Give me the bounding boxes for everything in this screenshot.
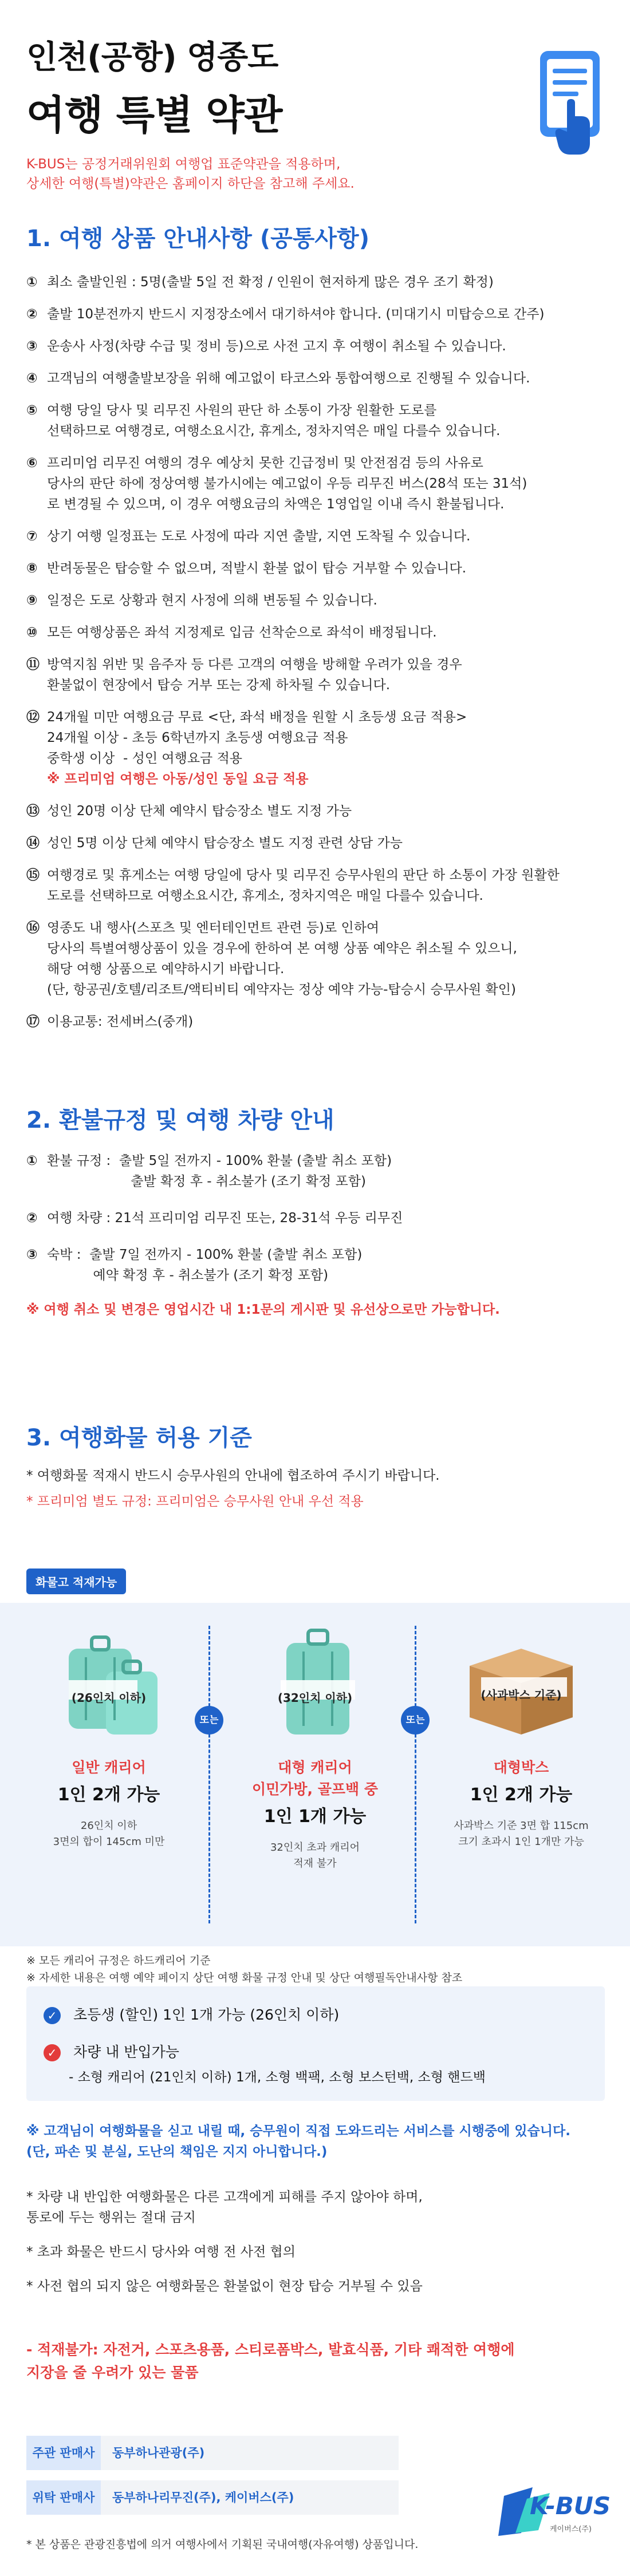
rule-number: ⑮ [26,868,40,883]
rule-item [26,368,611,389]
rule-line: 상기 여행 일정표는 도로 사정에 따라 지연 출발, 지연 도착될 수 있습니다. [47,529,471,544]
cargo1-count: 1인 2개 가능 [57,1785,160,1805]
rule-number: ⑩ [26,625,38,640]
cargo-col-normal [23,1626,195,1850]
rule-number: ⑥ [26,456,38,471]
rule-item [26,526,611,547]
rule-line: 성인 20명 이상 단체 예약시 탑승장소 별도 지정 가능 [47,804,352,819]
rule-line: 당사의 특별여행상품이 있을 경우에 한하여 본 여행 상품 예약은 취소될 수 있으니, [47,941,517,956]
rule1b: 통로에 두는 행위는 절대 금지 [26,2210,196,2225]
section1-title: 1. 여행 상품 안내사항 (공통사항) [26,226,369,252]
rule-line: (단, 항공권/호텔/리조트/액티비티 예약자는 정상 예약 가능-탑승시 승무사원 확인) [47,982,516,997]
seller-value-consign: 동부하나리무진(주), 케이버스(주) [101,2480,399,2515]
rule-number: ⑬ [26,804,40,819]
rule-line: 고객님의 여행출발보장을 위해 예고없이 타코스와 통합여행으로 진행될 수 있습니다. [47,371,530,386]
kbus-logo-text: K-BUS [530,2492,611,2520]
rule-line: 여행경로 및 휴게소는 여행 당일에 당사 및 리무진 승무사원의 판단 하 소통이 가장 원활한 [47,868,560,883]
rule-item [26,622,611,643]
cargo2-note1: 32인치 초과 캐리어 [270,1842,360,1854]
rule-line: 여행 차량 : 21석 프리미엄 리무진 또는, 28-31석 우등 리무진 [47,1211,403,1226]
prohibited-line2: 지장을 줄 우려가 있는 물품 [26,2364,199,2381]
cargo2-tag: (32인치 이하) [277,1691,353,1705]
rule-line: 일정은 도로 상황과 현지 사정에 의해 변동될 수 있습니다. [47,593,377,608]
rule3: * 사전 협의 되지 않은 여행화물은 환불없이 현장 탑승 거부될 수 있음 [26,2279,423,2294]
footer-note: * 본 상품은 관광진흥법에 의거 여행사에서 기획된 국내여행(자유여행) 상품입니다. [26,2538,419,2551]
header [0,0,630,189]
rule-line: 환불없이 현장에서 탑승 거부 또는 강제 하차될 수 있습니다. [47,678,391,693]
rule-number: ⑤ [26,403,38,418]
section3-note1: * 여행화물 적재시 반드시 승무사원의 안내에 협조하여 주시기 바랍니다. [26,1468,440,1483]
cargo1-tag: (26인치 이하) [71,1691,147,1705]
or-badge-1: 또는 [195,1706,223,1735]
box-icon [458,1626,584,1740]
rule-line: 모든 여행상품은 좌석 지정제로 입금 선착순으로 좌석이 배정됩니다. [47,625,437,640]
rule-item [26,1244,611,1286]
rule-item [26,1208,611,1228]
title-line1: 인천(공항) 영종도 [26,39,278,76]
section3-note2: * 프리미엄 별도 규정: 프리미엄은 승무사원 안내 우선 적용 [26,1494,364,1509]
title-line2: 여행 특별 약관 [26,92,282,139]
subtitle-line2: 상세한 여행(특별)약관은 홈페이지 하단을 참고해 주세요. [26,176,355,191]
cargo3-count: 1인 2개 가능 [470,1785,573,1805]
check2-sub: - 소형 캐리어 (21인치 이하) 1개, 소형 백팩, 소형 보스턴백, 소형 핸드백 [69,2070,486,2085]
rule-item [26,453,611,515]
service-note2: (단, 파손 및 분실, 도난의 책임은 지지 아니합니다.) [26,2144,328,2159]
seller-label-main: 주관 판매사 [26,2436,101,2470]
rule-number: ⑪ [26,657,40,672]
seller-row-main [26,2436,399,2470]
rule-number: ⑫ [26,710,40,725]
seller-value-main: 동부하나관광(주) [101,2436,399,2470]
footnote-hardcase: ※ 모든 캐리어 규정은 하드캐리어 기준 [26,1954,211,1967]
rule-line: 이용교통: 전세버스(중개) [47,1014,194,1029]
seller-table [26,2436,399,2525]
check2-text: 차량 내 반입가능 [73,2044,179,2060]
rule-number: ⑧ [26,561,38,576]
check-icon: ✓ [44,2007,61,2024]
rule-item [26,801,611,821]
rule-line: 여행 당일 당사 및 리무진 사원의 판단 하 소통이 가장 원활한 도로를 [47,403,437,418]
cargo1-note1: 26인치 이하 [80,1820,137,1832]
section3-title: 3. 여행화물 허용 기준 [26,1425,252,1451]
rule-item [26,707,611,789]
cargo3-name: 대형박스 [493,1759,549,1776]
section2-red-note: ※ 여행 취소 및 변경은 영업시간 내 1:1문의 게시판 및 유선상으로만 가능합니다. [26,1302,500,1317]
header-subtitle [26,155,355,193]
cargo-col-box [435,1626,607,1850]
kbus-logo-sub: 케이버스(주) [550,2525,592,2534]
rule-line: 당사의 판단 하에 정상여행 불가시에는 예고없이 우등 리무진 버스(28석 또는 31석) [47,476,527,491]
rule-number: ① [26,275,38,290]
cargo1-note2: 3면의 합이 145cm 미만 [53,1836,165,1848]
check-row-child [44,2004,339,2024]
rule-item [26,1151,611,1192]
rule-item [26,865,611,906]
cargo3-tag: (사과박스 기준) [481,1688,562,1702]
cargo3-note1: 사과박스 기준 3면 합 115cm [454,1820,589,1832]
rule-line: 24개월 이상 - 초등 6학년까지 초등생 여행요금 적용 [47,730,348,745]
cargo-badge: 화물고 적재가능 [26,1568,126,1594]
service-note1: ※ 고객님이 여행화물을 싣고 내릴 때, 승무원이 직접 도와드리는 서비스를 시행중에 있습니다. [26,2124,570,2139]
cargo-panel [0,1603,630,1946]
check-row-cabin [44,2041,179,2061]
rule-notes [26,2187,611,2297]
rule-line: 도로를 선택하므로 여행소요시간, 휴게소, 정차지역은 매일 다를수 있습니다. [47,888,483,903]
rule-line: 24개월 미만 여행요금 무료 <단, 좌석 배정을 원할 시 초등생 요금 적용> [47,710,467,725]
rule-item [26,918,611,1000]
rule-item [26,272,611,293]
suitcase-pair-icon [52,1626,166,1740]
rule-item [26,654,611,696]
rule-item [26,590,611,611]
rule-item [26,304,611,325]
rule2: * 초과 화물은 반드시 당사와 여행 전 사전 협의 [26,2245,296,2259]
rule-number: ② [26,307,38,322]
footnote-details: ※ 자세한 내용은 여행 예약 페이지 상단 여행 화물 규정 안내 및 상단 여행필독안내사항 참조 [26,1971,463,1984]
divider-2 [415,1626,416,1923]
cargo3-note [435,1818,607,1850]
rule-item [26,833,611,854]
rule-item [26,336,611,357]
or-badge-2: 또는 [401,1706,430,1735]
rule-item [26,1012,611,1032]
divider-1 [208,1626,210,1923]
cargo1-name: 일반 캐리어 [72,1759,146,1776]
rule-line: 프리미엄 리무진 여행의 경우 예상치 못한 긴급정비 및 안전점검 등의 사유로 [47,456,483,471]
rule-number: ⑨ [26,593,38,608]
cargo2-note [229,1840,401,1872]
rule-line: 숙박 : 출발 7일 전까지 - 100% 환불 (출발 취소 포함) [47,1247,363,1262]
check1-text: 초등생 (할인) 1인 1개 가능 (26인치 이하) [73,2006,340,2023]
rule-line: 운송사 사정(차량 수급 및 정비 등)으로 사전 고지 후 여행이 취소될 수 있습니다. [47,339,506,354]
rule-number: ③ [26,1247,38,1262]
rule-line: 출발 확정 후 - 취소불가 (조기 확정 포함) [47,1174,366,1189]
cargo2-count: 1인 1개 가능 [263,1807,367,1827]
rule-line: 방역지침 위반 및 음주자 등 다른 고객의 여행을 방해할 우려가 있을 경우 [47,657,462,672]
cargo2-note2: 적재 불가 [293,1858,337,1870]
cargo2-name2: 이민가방, 골프백 중 [251,1781,379,1797]
rule-line: 환불 규정 : 출발 5일 전까지 - 100% 환불 (출발 취소 포함) [47,1153,392,1168]
document-hand-icon [536,49,604,157]
cargo2-name1: 대형 캐리어 [278,1759,352,1776]
rule-line: 중학생 이상 - 성인 여행요금 적용 [47,751,242,766]
rule-number: ⑯ [26,920,40,935]
rule-number: ① [26,1153,38,1168]
rule-line: 선택하므로 여행경로, 여행소요시간, 휴게소, 정차지역은 매일 다를수 있습니다. [47,424,501,438]
rule-item [26,400,611,441]
rule-number: ④ [26,371,38,386]
rule-number: ⑦ [26,529,38,544]
rule-number: ③ [26,339,38,354]
rule-number: ② [26,1211,38,1226]
rule-red-note: ※ 프리미엄 여행은 아동/성인 동일 요금 적용 [47,772,309,787]
seller-label-consign: 위탁 판매사 [26,2480,101,2515]
cargo-footnotes [26,1952,462,1986]
rule-number: ⑰ [26,1014,40,1029]
cargo-col-large [229,1626,401,1872]
cargo1-note [23,1818,195,1850]
rule-line: 해당 여행 상품으로 예약하시기 바랍니다. [47,962,285,977]
kbus-logo [498,2482,613,2545]
prohibited-line1: - 적재불가: 자전거, 스포츠용품, 스티로폼박스, 발효식품, 기타 쾌적한 여행에 [26,2341,515,2358]
rule-line: 성인 5명 이상 단체 예약시 탑승장소 별도 지정 관련 상담 가능 [47,836,403,851]
seller-row-consign [26,2480,399,2515]
rule-line: 로 변경될 수 있으며, 이 경우 여행요금의 차액은 1영업일 이내 즉시 환불됩니다. [47,497,505,512]
rule-line: 출발 10분전까지 반드시 지정장소에서 대기하셔야 합니다. (미대기시 미탑승으로 간주) [47,307,545,322]
cargo3-note2: 크기 초과시 1인 1개만 가능 [458,1836,584,1848]
rule-line: 반려동물은 탑승할 수 없으며, 적발시 환불 없이 탑승 거부할 수 있습니다. [47,561,467,576]
rule-line: 최소 출발인원 : 5명(출발 5일 전 확정 / 인원이 현저하게 많은 경우 조기 확정) [47,275,494,290]
service-note [26,2121,611,2162]
section2-title: 2. 환불규정 및 여행 차량 안내 [26,1107,334,1133]
subtitle-line1: K-BUS는 공정거래위원회 여행업 표준약관을 적용하며, [26,157,341,172]
rule-number: ⑭ [26,836,40,851]
prohibited-items [26,2338,611,2384]
rule1a: * 차량 내 반입한 여행화물은 다른 고객에게 피해를 주지 않아야 하며, [26,2190,423,2204]
check-panel [26,1986,605,2101]
rule-line: 영종도 내 행사(스포츠 및 엔터테인먼트 관련 등)로 인하여 [47,920,380,935]
rule-line: 예약 확정 후 - 취소불가 (조기 확정 포함) [47,1268,329,1283]
large-suitcase-icon [258,1626,372,1740]
rule-item [26,558,611,579]
check-icon-red: ✓ [44,2044,61,2061]
